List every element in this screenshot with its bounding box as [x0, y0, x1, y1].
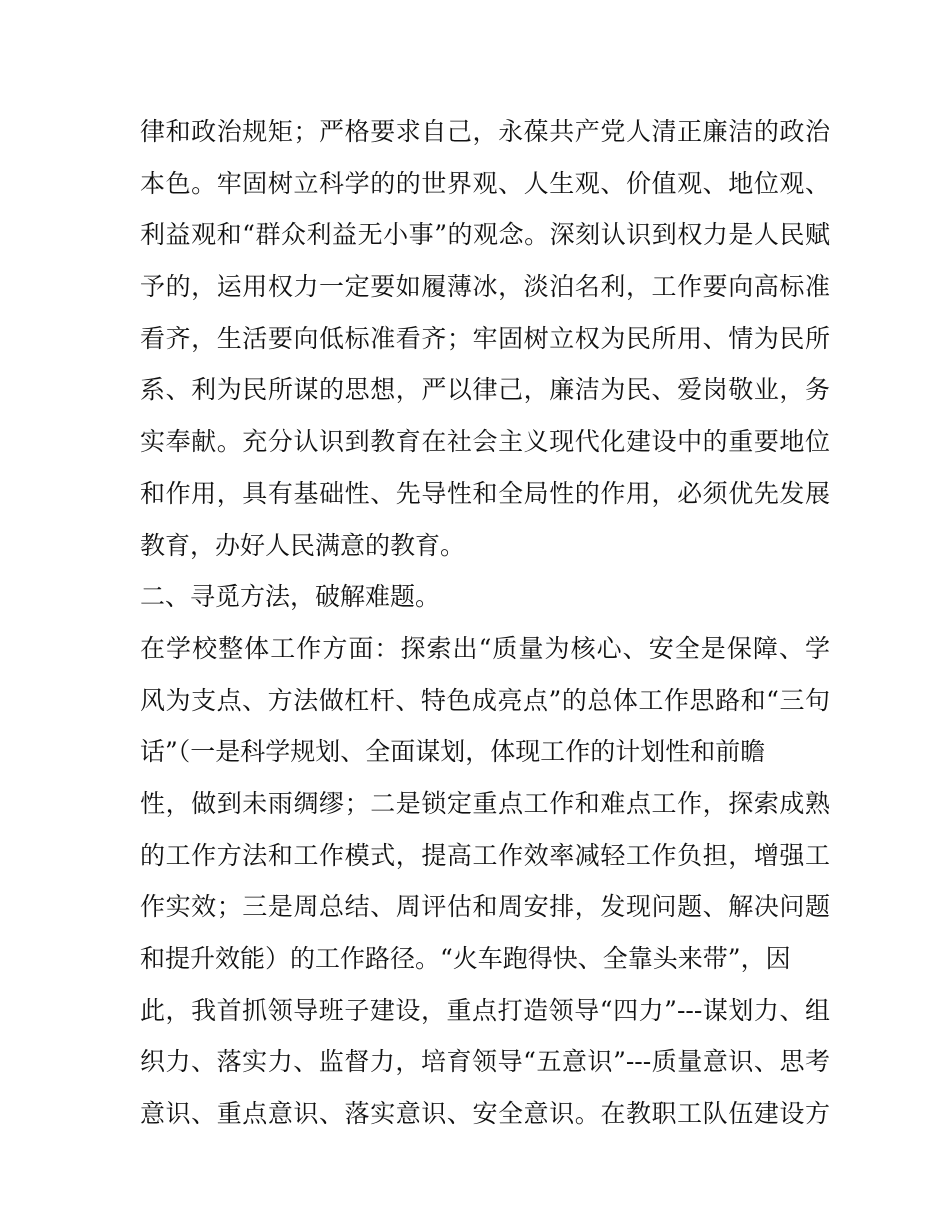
section-heading: 二、寻觅方法，破解难题。	[140, 582, 441, 612]
body-text	[140, 106, 830, 1140]
text-line: 系、利为民所谋的思想，严以律己，廉洁为民、爱岗敬业，务	[140, 375, 830, 405]
text-line: 此，我首抓领导班子建设，重点打造领导“四力”---谋划力、组	[140, 995, 830, 1025]
text-line: 本色。牢固树立科学的的世界观、人生观、价值观、地位观、	[140, 168, 830, 198]
text-line: 织力、落实力、监督力，培育领导“五意识”---质量意识、思考	[140, 1047, 830, 1077]
text-line: 实奉献。充分认识到教育在社会主义现代化建设中的重要地位	[140, 427, 830, 457]
text-line: 风为支点、方法做杠杆、特色成亮点”的总体工作思路和“三句	[140, 685, 830, 715]
text-line: 的工作方法和工作模式，提高工作效率减轻工作负担，增强工	[140, 840, 830, 870]
text-line: 律和政治规矩；严格要求自己，永葆共产党人清正廉洁的政治	[140, 117, 830, 146]
text-line: 和作用，具有基础性、先导性和全局性的作用，必须优先发展	[140, 478, 830, 508]
text-line: 作实效；三是周总结、周评估和周安排，发现问题、解决问题	[140, 892, 830, 922]
text-line: 和提升效能）的工作路径。“火车跑得快、全靠头来带”，因	[140, 944, 791, 973]
text-line: 在学校整体工作方面：探索出“质量为核心、安全是保障、学	[140, 633, 830, 663]
text-line: 意识、重点意识、落实意识、安全意识。在教职工队伍建设方	[140, 1099, 830, 1129]
text-line: 话”（一是科学规划、全面谋划，体现工作的计划性和前瞻	[140, 737, 766, 767]
text-line: 利益观和“群众利益无小事”的观念。深刻认识到权力是人民赋	[140, 220, 830, 250]
text-line: 性，做到未雨绸缪；二是锁定重点工作和难点工作，探索成熟	[140, 788, 830, 818]
text-line: 教育，办好人民满意的教育。	[140, 530, 466, 560]
text-line: 予的，运用权力一定要如履薄冰，淡泊名利，工作要向高标准	[140, 272, 830, 302]
text-line: 看齐，生活要向低标准看齐；牢固树立权为民所用、情为民所	[140, 323, 830, 353]
